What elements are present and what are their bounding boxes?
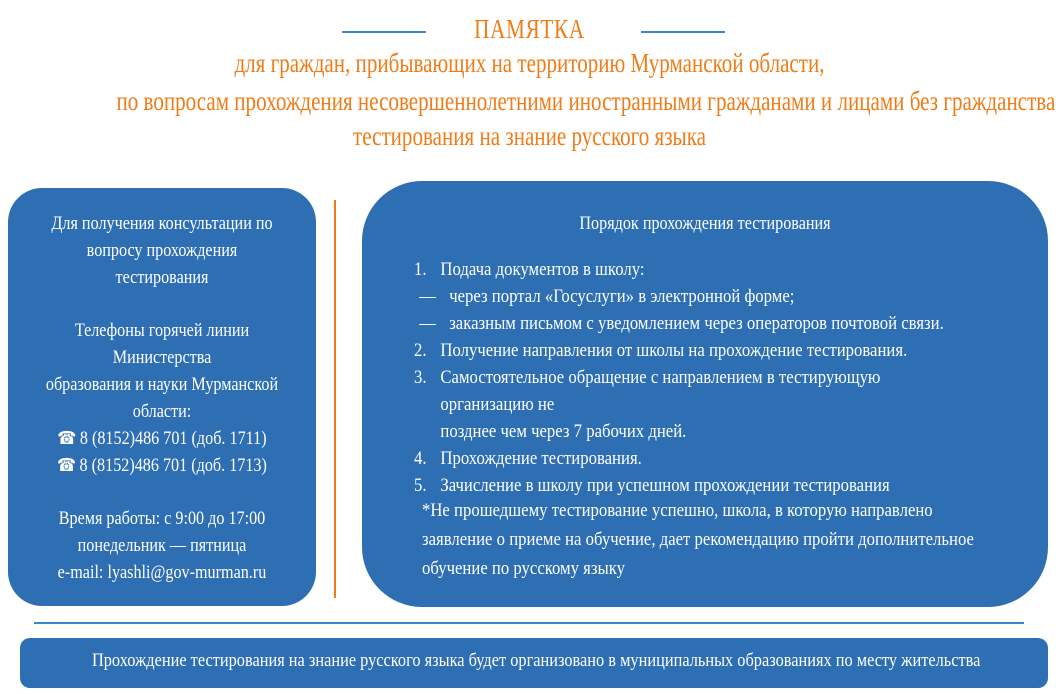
hours-line-1: Время работы: с 9:00 до 17:00 xyxy=(58,508,266,529)
step-item: 5. Зачисление в школу при успешном прохождении тестирования xyxy=(414,475,890,496)
phone-row-2[interactable] xyxy=(31,452,293,479)
phone-icon: ☎ xyxy=(57,428,77,449)
email-link[interactable]: e-mail: lyashli@gov-murman.ru xyxy=(57,562,267,583)
hotline-line-1: Телефоны горячей линии xyxy=(74,320,250,341)
subtitle-line-3: тестирования на знание русского языка xyxy=(353,121,706,151)
horizontal-divider xyxy=(34,622,1024,624)
hours-line-2: понедельник — пятница xyxy=(77,535,247,556)
hotline-line-3: образования и науки Мурманской xyxy=(45,374,279,395)
page-title: ПАМЯТКА xyxy=(474,14,585,44)
step-subitem: — через портал «Госуслуги» в электронной форме; xyxy=(419,286,795,307)
procedure-steps xyxy=(414,256,960,499)
step-continuation: позднее чем через 7 рабочих дней. xyxy=(440,421,687,442)
step-subitem: — заказным письмом с уведомлением через операторов почтовой связи. xyxy=(419,313,944,334)
step-item: 3. Самостоятельное обращение с направлением в тестирующую организацию не xyxy=(414,367,881,415)
contact-panel xyxy=(8,188,316,606)
phone-number-1[interactable]: 8 (8152)486 701 (доб. 1711) xyxy=(79,428,267,449)
step-item: 4. Прохождение тестирования. xyxy=(414,448,642,469)
step-item: 2. Получение направления от школы на прохождение тестирования. xyxy=(414,340,908,361)
phone-number-2[interactable]: 8 (8152)486 701 (доб. 1713) xyxy=(79,455,267,476)
hotline-line-4: области: xyxy=(132,401,192,422)
consult-line-3: тестирования xyxy=(115,267,209,288)
procedure-title: Порядок прохождения тестирования xyxy=(579,213,831,234)
subtitle-line-2: по вопросам прохождения несовершеннолетними иностранными гражданами и лицами без гражданства xyxy=(116,86,1056,116)
subtitle-line-1: для граждан, прибывающих на территорию Мурманской области, xyxy=(234,48,825,78)
procedure-panel xyxy=(362,181,1048,607)
footer-text: Прохождение тестирования на знание русского языка будет организовано в муниципальных образованиях по месту жительства xyxy=(91,650,981,671)
title-row xyxy=(0,8,1059,42)
procedure-note: *Не прошедшему тестирование успешно, школа, в которую направлено заявление о приеме на обучение, дает рекомендацию пройти дополнительное обучение по русскому языку xyxy=(422,500,974,579)
phone-icon: ☎ xyxy=(57,455,77,476)
consult-line-1: Для получения консультации по xyxy=(51,213,273,234)
consult-line-2: вопросу прохождения xyxy=(86,240,238,261)
phone-row-1[interactable] xyxy=(31,425,293,452)
vertical-divider xyxy=(334,200,336,598)
footer-banner xyxy=(20,638,1048,688)
title-decoration-right xyxy=(641,31,725,33)
hotline-line-2: Министерства xyxy=(112,347,212,368)
step-item: 1. Подача документов в школу: xyxy=(414,259,645,280)
